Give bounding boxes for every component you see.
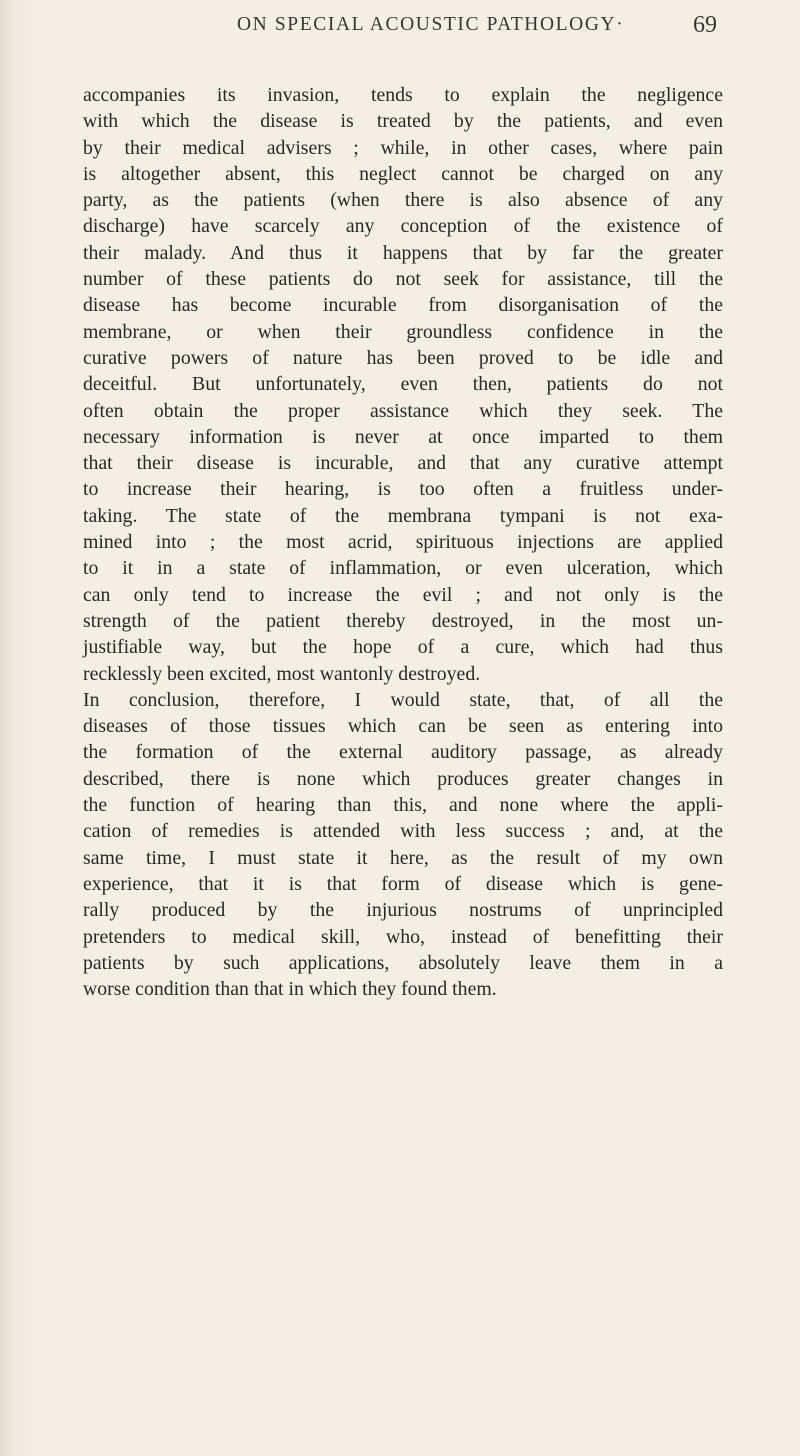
text-line: discharge) have scarcely any conception of the existence of — [83, 215, 723, 238]
text-line: to increase their hearing, is too often a fruitless under- — [83, 478, 723, 501]
text-line: diseases of those tissues which can be seen as entering into — [83, 715, 723, 738]
text-line: cation of remedies is attended with less success ; and, at the — [83, 820, 723, 843]
text-line: experience, that it is that form of disease which is gene- — [83, 872, 723, 895]
text-line: described, there is none which produces greater changes in — [83, 767, 723, 790]
text-line: party, as the patients (when there is also absence of any — [83, 189, 723, 212]
text-line: membrane, or when their groundless confidence in the — [83, 320, 723, 343]
text-line: curative powers of nature has been proved to be idle and — [83, 346, 723, 369]
paragraph-end-line: recklessly been excited, most wantonly destroyed. — [83, 662, 481, 685]
text-line: deceitful. But unfortunately, even then, patients do not — [83, 373, 723, 396]
text-line: the function of hearing than this, and none where the appli- — [83, 794, 723, 817]
text-line: disease has become incurable from disorganisation of the — [83, 294, 723, 317]
text-line: taking. The state of the membrana tympani is not exa- — [83, 504, 723, 527]
text-line: mined into ; the most acrid, spirituous injections are applied — [83, 531, 723, 554]
text-line: necessary information is never at once imparted to them — [83, 425, 723, 448]
paragraph-end-line: worse condition than that in which they found them. — [83, 978, 497, 1001]
text-line: is altogether absent, this neglect cannot be charged on any — [83, 162, 723, 185]
text-line: with which the disease is treated by the patients, and even — [83, 110, 723, 133]
text-line: that their disease is incurable, and that any curative attempt — [83, 452, 723, 475]
text-line: same time, I must state it here, as the result of my own — [83, 846, 723, 869]
text-line: strength of the patient thereby destroyed, in the most un- — [83, 609, 723, 632]
text-line: the formation of the external auditory passage, as already — [83, 741, 723, 764]
text-line: their malady. And thus it happens that by far the greater — [83, 241, 723, 264]
text-line: patients by such applications, absolutely leave them in a — [83, 951, 723, 974]
running-head — [0, 14, 800, 44]
text-line: pretenders to medical skill, who, instead of benefitting their — [83, 925, 723, 948]
body-text — [83, 82, 723, 1002]
text-line: can only tend to increase the evil ; and not only is the — [83, 583, 723, 606]
page-number: 69 — [693, 12, 717, 38]
text-line: accompanies its invasion, tends to explain the negligence — [83, 84, 723, 106]
running-title: ON SPECIAL ACOUSTIC PATHOLOGY· — [237, 14, 625, 35]
text-line: number of these patients do not seek for assistance, till the — [83, 268, 723, 291]
text-line: rally produced by the injurious nostrums of unprincipled — [83, 899, 723, 922]
text-line: In conclusion, therefore, I would state, that, of all the — [83, 688, 723, 711]
text-line: by their medical advisers ; while, in other cases, where pain — [83, 136, 723, 159]
text-line: to it in a state of inflammation, or even ulceration, which — [83, 557, 723, 580]
text-line: often obtain the proper assistance which they seek. The — [83, 399, 723, 422]
text-line: justifiable way, but the hope of a cure, which had thus — [83, 636, 723, 659]
